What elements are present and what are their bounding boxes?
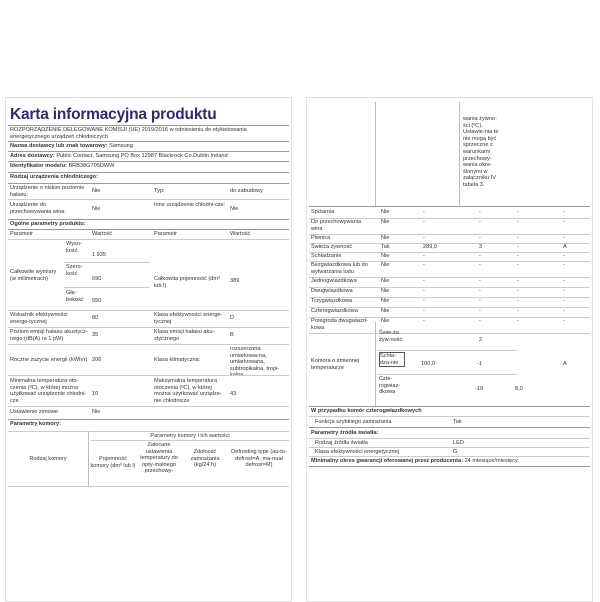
comp-hdr-volume: Pojemność komory (dm³ lub l) (90, 456, 136, 469)
light-type-label: Rodzaj źródła światła (315, 440, 368, 446)
variable-label: Komora o zmiennej temperaturze (311, 358, 360, 371)
warranty-row (311, 458, 518, 465)
comp-freeze: - (517, 209, 519, 215)
min-ambient-label: Minimalna temperatura oto-czenia (ºC), w której można użytkować urządzenie chłodni-cze (10, 378, 87, 404)
comp-present: Nie (381, 278, 390, 284)
type-heading: Rodzaj urządzenia chłodniczego: (10, 174, 98, 180)
comp-volume: - (423, 209, 425, 215)
comp-hdr-main: Parametry komory i ich wartości (150, 433, 230, 439)
comp-present: Nie (381, 308, 390, 314)
comp-temp: - (479, 288, 481, 294)
comp-defrost: - (563, 219, 565, 225)
comp-temp: - (479, 219, 481, 225)
divider (8, 161, 289, 162)
model-label: Identyfikator modelu: (10, 163, 67, 169)
params-hdr-value: Wartość (92, 231, 113, 237)
light-type-value: LED (453, 440, 464, 446)
comp-name: Bezgwiazdkowa lub do wytwarzania lodu (311, 262, 368, 275)
comp-hdr-temp: Zalecane ustawienia temperatury do opty-malnego przechowy- (140, 442, 178, 475)
variable-mode-fresh: Świe-ża żyw-ność (379, 330, 403, 343)
comp-defrost: - (563, 288, 565, 294)
annual-energy-label: Roczne zużycie energii (kWh/r) (10, 357, 88, 363)
dims-label: Całkowite wymiary (w milimetrach) (10, 269, 57, 282)
divider (8, 151, 289, 152)
dim-depth-label: Głę-bokość (66, 290, 84, 303)
dim-width-label: Szero-kość (66, 264, 83, 277)
regulation-text: ROZPORZĄDZENIE DELEGOWANE KOMISJI (UE) 2019/2016 w odniesieniu do etykietowania energetycznego urządzeń chłodniczych (10, 127, 247, 140)
divider (8, 239, 289, 240)
divider (377, 374, 517, 375)
comp-name: Dwugwiazdkowa (311, 288, 353, 294)
comp-defrost: - (563, 278, 565, 284)
comp-freeze: - (517, 278, 519, 284)
comp-temp: - (479, 308, 481, 314)
comp-defrost: - (563, 235, 565, 241)
comp-present: Nie (381, 219, 390, 225)
noise-value: 35 (92, 332, 99, 338)
low-noise-value: Nie (92, 188, 101, 194)
other-value: Nie (230, 206, 239, 212)
energy-class-label: Klasa efektywności energe-tycznej (154, 312, 223, 325)
variable-temp-chill: -1 (477, 361, 482, 367)
comp-present: Nie (381, 209, 390, 215)
comp-volume: - (423, 288, 425, 294)
dim-width-value: 690 (92, 276, 102, 282)
col-divider (375, 322, 376, 406)
comp-freeze: - (517, 219, 519, 225)
params-hdr-parametr: Parametr (10, 231, 34, 237)
comp-defrost: - (563, 262, 565, 268)
supplier-label: Nazwa dostawcy lub znak towarowy: (10, 143, 108, 149)
divider (8, 199, 289, 200)
comp-freeze: - (517, 244, 519, 250)
other-label: Inne urządzenie chłodni-cze: (154, 202, 226, 208)
comp-present: Nie (381, 318, 390, 324)
document-page-2 (306, 97, 593, 602)
type-value: do zabudowy (230, 188, 263, 194)
divider (309, 466, 590, 467)
comp-temp: 3 (479, 244, 483, 250)
annual-energy-value: 206 (92, 357, 102, 363)
comp-temp: - (479, 235, 481, 241)
divider (8, 172, 289, 173)
quick-freeze-value: Tak (453, 419, 462, 425)
eei-label: Wskaźnik efektywności energe-tycznej (10, 312, 68, 325)
divider (309, 438, 590, 439)
supplier-row (10, 143, 133, 150)
comp-name: Jednogwiazdkowa (311, 278, 357, 284)
comp-temp: - (479, 298, 481, 304)
comp-volume: - (423, 262, 425, 268)
comp-freeze: - (517, 298, 519, 304)
address-value: Public Contact, Samsung PO Box 12987 Blackrock Co.Dublin Ireland (56, 153, 228, 159)
divider (8, 375, 289, 376)
light-class-value: G (453, 449, 458, 455)
divider (8, 344, 289, 345)
divider (8, 183, 289, 184)
comp-freeze: - (517, 308, 519, 314)
variable-defrost: A (563, 361, 567, 367)
divider (309, 333, 590, 334)
divider (8, 219, 289, 220)
dim-depth-value: 550 (92, 298, 102, 304)
supplier-value: Samsung (109, 143, 133, 149)
max-ambient-value: 43 (230, 391, 237, 397)
noise-class-label: Klasa emisji hałasu aku-stycznego (154, 329, 215, 342)
col-divider (375, 102, 376, 206)
comp-volume: - (423, 219, 425, 225)
dim-height-label: Wyso-kość (66, 241, 82, 254)
comp-heading: Parametry komory: (10, 421, 61, 427)
divider (64, 262, 150, 263)
comp-freeze: - (517, 235, 519, 241)
comp-freeze: - (517, 253, 519, 259)
comp-temp: - (479, 253, 481, 259)
divider (8, 419, 289, 420)
variable-temp-fresh: 2 (479, 337, 483, 343)
comp-defrost: A (563, 244, 567, 250)
wine-value: Nie (92, 206, 101, 212)
comp-volume: - (423, 308, 425, 314)
divider (90, 440, 289, 441)
dim-height-value: 1 935 (92, 252, 106, 258)
comp-temp: - (479, 318, 481, 324)
winter-value: Nie (92, 409, 101, 415)
comp-defrost: - (563, 209, 565, 215)
comp-volume: - (423, 298, 425, 304)
comp-temp: - (479, 209, 481, 215)
light-class-label: Klasa efektywności energetycznej (315, 449, 399, 455)
divider (377, 350, 517, 351)
model-value: BRB38G705DWW (68, 163, 115, 169)
comp-present: Nie (381, 298, 390, 304)
comp-name: Schładzanie (311, 253, 342, 259)
winter-label: Ustawienie zimowe (10, 409, 58, 415)
divider (309, 456, 590, 457)
params-hdr-parametr-2: Parametr (154, 231, 178, 237)
comp-name: Do przechowywania wina (311, 219, 362, 232)
variable-freeze-4star: 8,0 (515, 386, 523, 392)
comp-hdr-defrost: Defrosting type (au-to-defrost=A, ma-nual defrost=M) (231, 449, 287, 469)
type-label: Typ: (154, 188, 165, 194)
comp-volume: - (423, 235, 425, 241)
quick-freeze-label: Funkcja szybkiego zamrażania (315, 419, 392, 425)
divider (309, 447, 590, 448)
comp-defrost: - (563, 318, 565, 324)
warranty-label: Minimalny okres gwarancji oferowanej przez producenta: (311, 458, 463, 464)
address-row (10, 153, 228, 160)
comp-volume: - (423, 278, 425, 284)
document-page-1 (5, 97, 292, 602)
params-hdr-value-2: Wartość (230, 231, 251, 237)
volume-value: 389 (230, 278, 240, 284)
comp-name: Świeża żywność (311, 244, 353, 250)
col-divider (459, 102, 460, 206)
comp-present: Nie (381, 253, 390, 259)
col-divider (88, 431, 89, 486)
comp-hdr-freeze: Zdolność zamrażania (kg/24 h) (190, 449, 220, 469)
divider (8, 141, 289, 142)
climate-class-value: rozszerzona umiarkowa-na, umiarkowana, subtropikalna, tropi-kalna (230, 346, 280, 379)
variable-volume: 100,0 (421, 361, 435, 367)
variable-mode-chill: Schła-dza-nie (379, 352, 405, 367)
comp-freeze: - (517, 318, 519, 324)
divider (309, 427, 590, 428)
divider (8, 486, 289, 487)
params-heading: Ogólne parametry produktu: (10, 221, 86, 227)
comp-volume: - (423, 253, 425, 259)
volume-label: Całkowita pojemność (dm³ lub l) (154, 276, 220, 289)
comp-freeze: - (517, 262, 519, 268)
comp-temp: - (479, 262, 481, 268)
divider (8, 406, 289, 407)
divider (309, 416, 590, 417)
comp-volume: 289,0 (423, 244, 437, 250)
comp-temp: - (479, 278, 481, 284)
divider (309, 206, 590, 207)
comp-present: Tak (381, 244, 390, 250)
divider (8, 431, 289, 432)
climate-class-label: Klasa klimatyczna: (154, 357, 201, 363)
four-star-heading: W przypadku komór czterogwiazdkowych (311, 408, 422, 414)
page-title: Karta informacyjna produktu (10, 106, 217, 123)
comp-freeze: - (517, 288, 519, 294)
comp-hdr-type: Rodzaj komory (29, 456, 67, 462)
max-ambient-label: Maksymalna temperatura otoczenia (ºC), w której można użytkować urządze-nie chłodnicze (154, 378, 222, 404)
divider (8, 310, 289, 311)
variable-mode-4star: Czte-rogwiaz-dkowa (379, 376, 401, 396)
comp-present: Nie (381, 288, 390, 294)
address-label: Adres dostawcy: (10, 153, 55, 159)
divider (8, 229, 289, 230)
comp-present: Nie (381, 235, 390, 241)
divider (8, 125, 289, 126)
light-heading: Parametry źródła światła: (311, 430, 379, 436)
comp-name: Spiżarnia (311, 209, 335, 215)
wine-label: Urządzenie do przechowywania wina: (10, 202, 66, 215)
comp-defrost: - (563, 253, 565, 259)
temp-note: wania żywno-ści (ºC). Ustawie-nia te nie mogą być sprzeczne z warunkami przechowy-wania okre-ślonymi w załączniku IV tabela 3. (463, 116, 499, 188)
noise-class-value: B (230, 332, 234, 338)
divider (8, 327, 289, 328)
noise-label: Poziom emisji hałasu akustycz-nego (dB(A) re 1 pW) (10, 329, 88, 342)
energy-class-value: D (230, 315, 235, 321)
eei-value: 80 (92, 315, 99, 321)
comp-name: Trzygwiazdkowa (311, 298, 353, 304)
divider (64, 287, 150, 288)
low-noise-label: Urządzenie o niskim poziomie hałasu: (10, 185, 85, 198)
comp-name: Piwnica (311, 235, 331, 241)
comp-present: Nie (381, 262, 390, 268)
model-row (10, 163, 114, 170)
comp-defrost: - (563, 298, 565, 304)
comp-volume: - (423, 318, 425, 324)
comp-name: Przegroda dwugwiazd-kowa (311, 318, 368, 331)
warranty-value: 24 miesiące/miesięcy (464, 458, 518, 464)
min-ambient-value: 10 (92, 391, 99, 397)
comp-name: Czterogwiazdkowa (311, 308, 358, 314)
divider (309, 406, 590, 407)
variable-temp-4star: -19 (475, 386, 484, 392)
comp-defrost: - (563, 308, 565, 314)
